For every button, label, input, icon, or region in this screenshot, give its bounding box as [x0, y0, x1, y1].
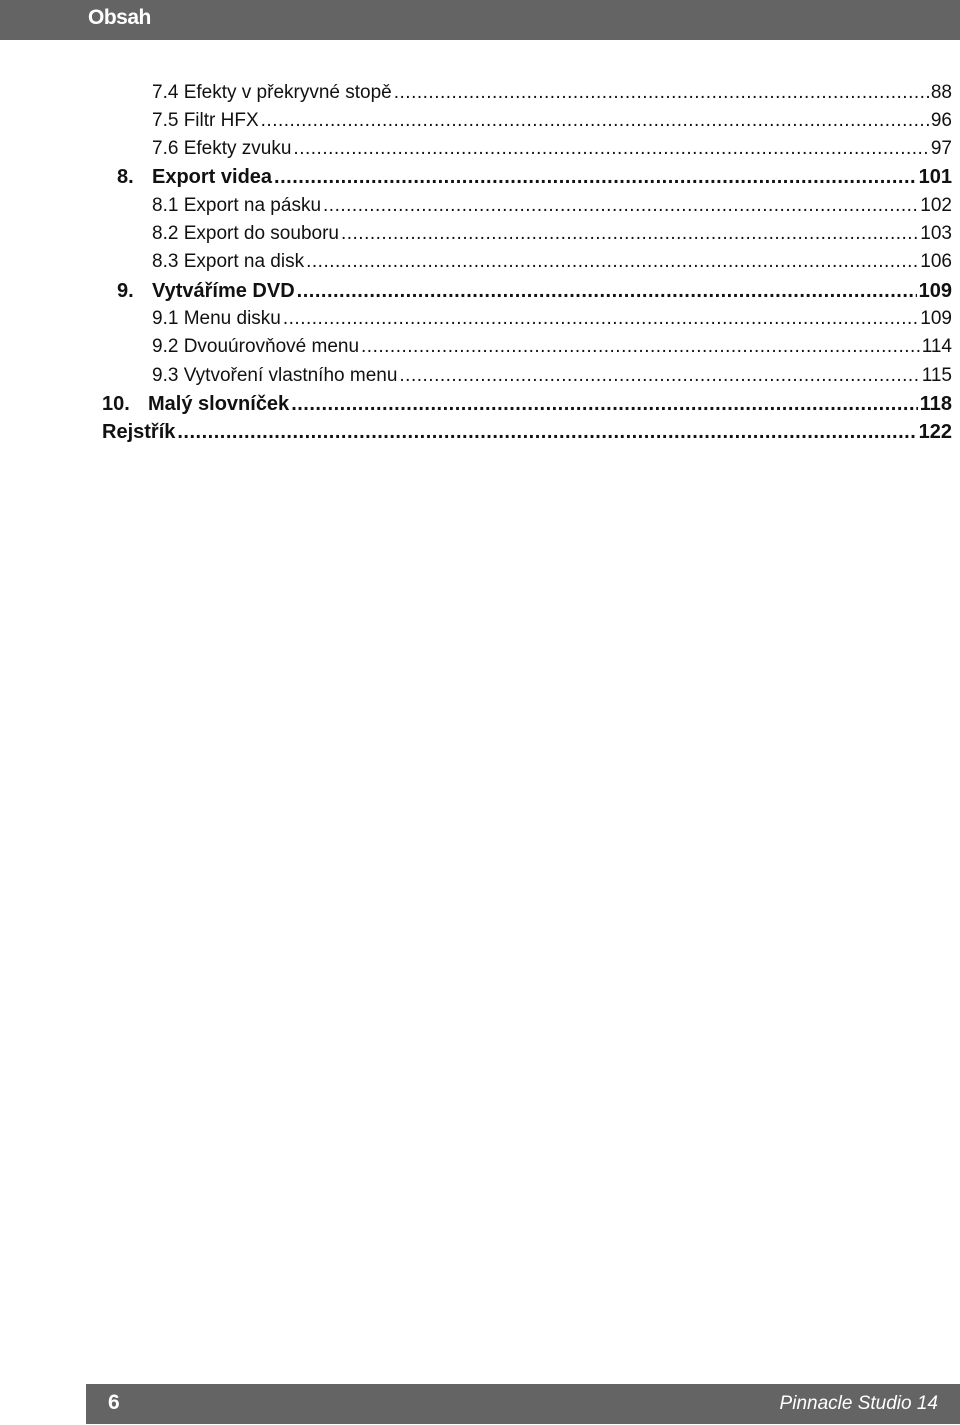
toc-chapter-entry[interactable]	[102, 421, 952, 449]
toc-entry-title: Export do souboru	[183, 223, 339, 244]
toc-entry[interactable]	[152, 308, 952, 336]
toc-entry-number: 9.3	[152, 365, 179, 386]
toc-chapter-entry[interactable]	[117, 166, 952, 194]
footer-product-name: Pinnacle Studio 14	[779, 1393, 938, 1414]
dot-leader	[283, 308, 918, 330]
toc-entry-number: 10.	[102, 393, 130, 415]
toc-entry-number: 8.2	[152, 223, 179, 244]
toc-entry-page: 106	[920, 251, 952, 272]
dot-leader	[291, 393, 918, 416]
toc-entry-number: 9.2	[152, 336, 179, 357]
toc-entry[interactable]	[152, 365, 952, 393]
page-title: Obsah	[88, 6, 151, 29]
toc-entry-title: Vytvoření vlastního menu	[183, 365, 398, 386]
toc-entry-page: 114	[921, 336, 952, 357]
toc-entry-number: 8.	[117, 166, 134, 188]
toc-entry[interactable]	[152, 336, 952, 364]
dot-leader	[399, 365, 919, 387]
header-bar	[0, 0, 960, 40]
dot-leader	[341, 223, 918, 245]
toc-entry-title: Efekty v překryvné stopě	[183, 82, 392, 103]
toc-entry-page: 102	[920, 195, 952, 216]
toc-entry-page: 122	[918, 421, 952, 443]
toc-entry-number: 9.1	[152, 308, 179, 329]
toc-entry[interactable]	[152, 251, 952, 279]
dot-leader	[306, 251, 918, 273]
dot-leader	[394, 82, 929, 104]
toc-entry[interactable]	[152, 138, 952, 166]
toc-entry-page: 115	[921, 365, 952, 386]
dot-leader	[323, 195, 918, 217]
toc-entry-page: 103	[920, 223, 952, 244]
toc-entry-title: Dvouúrovňové menu	[183, 336, 360, 357]
dot-leader	[361, 336, 920, 358]
toc-entry-page: 97	[930, 138, 952, 159]
toc-entry-number: 8.1	[152, 195, 179, 216]
toc-entry-number: 7.5	[152, 110, 179, 131]
dot-leader	[297, 280, 917, 303]
toc-entry-title: Export na pásku	[183, 195, 322, 216]
toc-entry-page: 88	[930, 82, 952, 103]
toc-entry[interactable]	[152, 223, 952, 251]
footer-page-number: 6	[108, 1391, 120, 1414]
toc-entry-number: 9.	[117, 280, 134, 302]
toc-entry-title: Malý slovníček	[148, 393, 290, 415]
toc-entry-title: Export na disk	[183, 251, 305, 272]
toc-entry-title: Export videa	[152, 166, 273, 188]
toc-entry-number: 8.3	[152, 251, 179, 272]
dot-leader	[261, 110, 929, 132]
toc-entry[interactable]	[152, 195, 952, 223]
toc-entry-number: 7.4	[152, 82, 179, 103]
toc-entry-page: 101	[918, 166, 952, 188]
toc-chapter-entry[interactable]	[102, 393, 952, 421]
toc-entry-title: Filtr HFX	[183, 110, 259, 131]
toc-entry-page: 109	[920, 308, 952, 329]
toc-chapter-entry[interactable]	[117, 280, 952, 308]
dot-leader	[177, 421, 916, 444]
footer-bar	[86, 1384, 960, 1424]
dot-leader	[293, 138, 928, 160]
toc-entry[interactable]	[152, 110, 952, 138]
toc-entry-title: Menu disku	[183, 308, 281, 329]
toc-entry-title: Vytváříme DVD	[152, 280, 295, 302]
toc-entry-page: 118	[919, 393, 952, 415]
toc-entry-page: 96	[930, 110, 952, 131]
dot-leader	[274, 166, 917, 189]
toc-entry-page: 109	[918, 280, 952, 302]
toc-entry[interactable]	[152, 82, 952, 110]
toc-entry-title: Efekty zvuku	[183, 138, 292, 159]
toc-entry-title: Rejstřík	[102, 421, 176, 443]
toc-entry-number: 7.6	[152, 138, 179, 159]
